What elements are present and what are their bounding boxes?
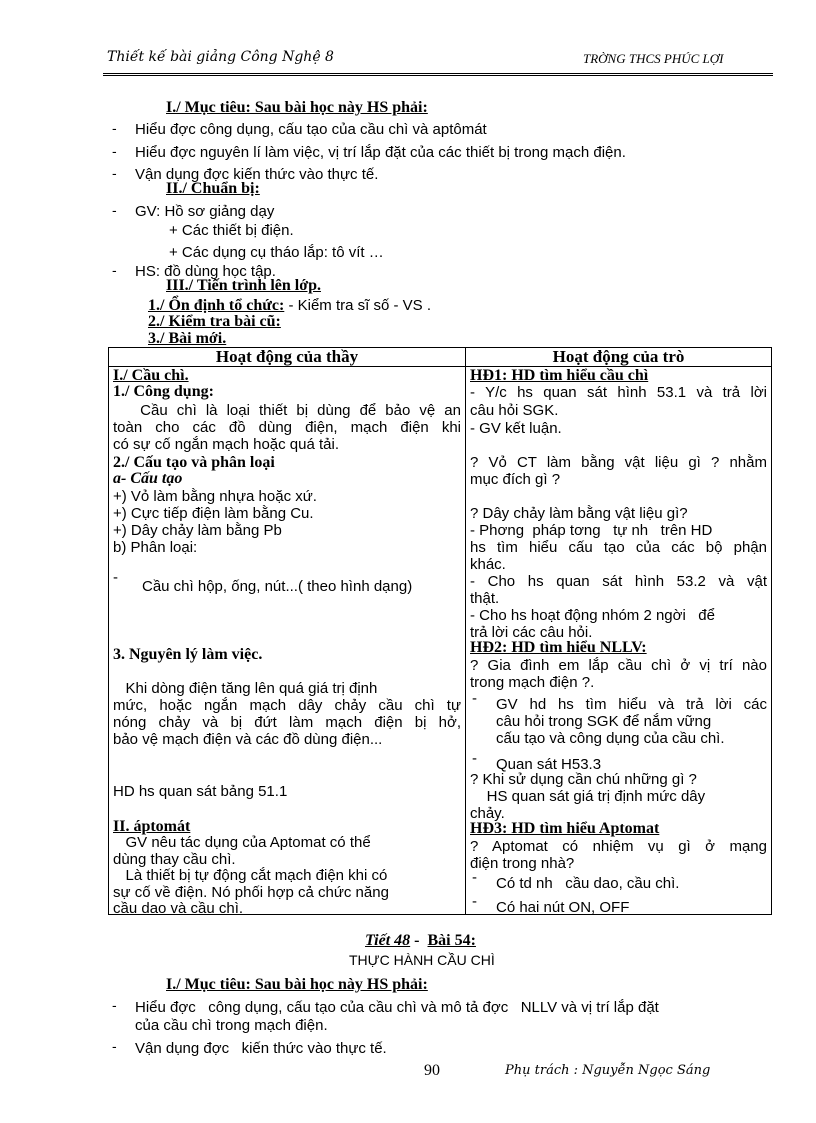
student-column [466,367,772,915]
student-question-1: ? Vỏ CT làm bằng vật liệu gì ? nhằm [470,454,767,471]
section1-title: I./ Mục tiêu: Sau bài học này HS phải: [166,99,428,116]
student-hd1-line-1: - Y/c hs quan sát hình 53.1 và trả lời [470,384,767,401]
lesson-heading [365,932,476,950]
teacher-aptomat-line-4: sự cố về điện. Nó phối hợp cả chức năng [113,884,389,901]
bullet-marker: - [472,869,477,886]
lesson-bullet-1b: của cầu chì trong mạch điện. [135,1017,328,1034]
bullet-marker: - [472,893,477,910]
student-bullet-1b: câu hỏi trong SGK để nắm vững [496,713,712,730]
teacher-aptomat-line-3: Là thiết bị tự động cắt mạch điện khi có [113,867,388,884]
section1-bullet-1: Hiểu đợc công dụng, cấu tạo của cầu chì và aptômát [135,121,487,138]
teacher-structure-item-1: +) Vỏ làm bằng nhựa hoặc xứ. [113,488,317,505]
student-hd2: HĐ2: HD tìm hiểu NLLV: [470,639,647,656]
gv-prep-item-1: + Các thiết bị điện. [169,222,294,239]
teacher-use-line-3: có sự cố ngắn mạch hoặc quá tải. [113,436,340,453]
step1-text: - Kiểm tra sĩ số - VS . [284,297,431,314]
bullet-marker: - [112,1038,117,1054]
student-question-3: ? Gia đình em lắp cầu chì ở vị trí nào [470,657,767,674]
bullet-marker: - [472,750,477,767]
teacher-column [109,367,466,915]
section3-title: III./ Tiến trình lên lớp. [166,277,321,294]
student-hd1-line-3: - GV kết luận. [470,420,562,437]
student-bullet-2: Quan sát H53.3 [496,756,602,773]
student-hd3: HĐ3: HD tìm hiểu Aptomat [470,820,660,837]
bullet-marker: - [112,143,117,159]
student-group-2: trả lời các câu hỏi. [470,624,593,641]
student-bullet-1a: GV hd hs tìm hiểu và trả lời các [496,696,767,713]
student-question-4b: HS quan sát giá trị định mức dây [470,788,706,805]
footer-author: Phụ trách : Nguyễn Ngọc Sáng [505,1063,711,1078]
teacher-use-line-1: Cầu chì là loại thiết bị dùng để bảo vệ an [113,402,461,419]
student-question-4c: chảy. [470,805,505,822]
teacher-heading-principle: 3. Nguyên lý làm việc. [113,646,263,663]
page-number: 90 [424,1062,440,1079]
step1-label: 1./ Ổn định tổ chức: [148,297,285,314]
student-hd1: HĐ1: HD tìm hiểu cầu chì [470,367,649,384]
lesson-number: Bài 54: [427,932,476,949]
student-question-5b: điện trong nhà? [470,855,575,872]
activity-table [108,347,772,915]
student-question-2: ? Dây chảy làm bằng vật liệu gì? [470,505,688,522]
student-bullet-1c: cấu tạo và công dụng của cầu chì. [496,730,725,747]
student-question-1b: mục đích gì ? [470,471,561,488]
bullet-marker: - [113,569,118,586]
header-left-title: Thiết kế bài giảng Công Nghệ 8 [107,49,334,65]
teacher-aptomat-line-5: cầu dao và cầu chì. [113,900,244,917]
teacher-principle-line-4: bảo vệ mạch điện và các đồ dùng điện... [113,731,383,748]
bullet-marker: - [112,997,117,1013]
bullet-marker: - [112,165,117,181]
teacher-heading-structure: 2./ Cấu tạo và phân loại [113,454,275,471]
bullet-marker: - [472,690,477,707]
teacher-classification: b) Phân loại: [113,539,198,556]
teacher-principle-line-2: mức, hoặc ngắn mạch dây chảy cầu chì tự [113,697,461,714]
teacher-use-line-2: toàn cho các đồ dùng điện, mạch điện khi [113,419,461,436]
section2-title: II./ Chuẩn bị: [166,180,260,197]
header-rule [103,73,773,76]
teacher-heading-use: 1./ Công dụng: [113,383,214,400]
student-group-1: - Cho hs hoạt động nhóm 2 ngời để [470,607,715,624]
student-method-1: - Phơng pháp tơng tự nh trên HD [470,522,713,539]
step3-label: 3./ Bài mới. [148,330,227,347]
student-question-5: ? Aptomat có nhiệm vụ gì ở mạng [470,838,767,855]
lesson-bullet-2: Vận dụng đợc kiến thức vào thực tế. [135,1040,387,1057]
section1-bullet-2: Hiểu đợc nguyên lí làm việc, vị trí lắp đặt của các thiết bị trong mạch điện. [135,144,626,161]
teacher-principle-line-3: nóng chảy và bị đứt làm mạch điện bị hở, [113,714,461,731]
hs-prep: HS: đồ dùng học tập. [135,263,276,280]
teacher-column-header: Hoạt động của thầy [109,348,466,367]
student-bullet-3: Có td nh cầu dao, cầu chì. [496,875,680,892]
student-observe-2: thật. [470,590,500,607]
lesson-dash: - [410,932,428,949]
student-question-4: ? Khi sử dụng cần chú những gì ? [470,771,697,788]
teacher-principle-line-1: Khi dòng điện tăng lên quá giá trị định [113,680,378,697]
student-column-header: Hoạt động của trò [466,348,772,367]
section1-bullet-3: Vận dụng đợc kiến thức vào thực tế. [135,166,379,183]
teacher-structure-item-3: +) Dây chảy làm bằng Pb [113,522,282,539]
lesson-period: Tiết 48 [365,932,411,949]
lesson-subtitle: THỰC HÀNH CẦU CHÌ [349,952,495,968]
lesson-bullet-1a: Hiểu đợc công dụng, cấu tạo của cầu chì và mô tả đợc NLLV và vị trí lắp đặt [135,999,659,1016]
gv-prep-item-2: + Các dụng cụ tháo lắp: tô vít … [169,244,384,261]
teacher-classification-item: Cầu chì hộp, ống, nút...( theo hình dạng) [142,578,413,595]
student-observe-1: - Cho hs quan sát hình 53.2 và vật [470,573,767,590]
student-hd1-line-2: câu hỏi SGK. [470,402,559,419]
bullet-marker: - [112,120,117,136]
teacher-aptomat-line-1: GV nêu tác dụng của Aptomat có thể [113,834,371,851]
lesson-objectives-title: I./ Mục tiêu: Sau bài học này HS phải: [166,976,428,993]
teacher-heading-structure-a: a- Cấu tạo [113,470,183,487]
student-bullet-4: Có hai nút ON, OFF [496,899,630,916]
gv-prep: GV: Hồ sơ giảng dạy [135,203,275,220]
teacher-guide-table: HD hs quan sát bảng 51.1 [113,783,288,800]
bullet-marker: - [112,202,117,218]
student-question-3b: trong mạch điện ?. [470,674,595,691]
student-method-3: khác. [470,556,506,573]
bullet-marker: - [112,262,117,278]
teacher-heading-aptomat: II. áptomát [113,818,191,835]
teacher-structure-item-2: +) Cực tiếp điện làm bằng Cu. [113,505,314,522]
teacher-heading-fuse: I./ Cầu chì. [113,367,189,384]
step2-label: 2./ Kiểm tra bài cũ: [148,313,281,330]
student-method-2: hs tìm hiểu cấu tạo của các bộ phận [470,539,767,556]
teacher-aptomat-line-2: dùng thay cầu chì. [113,851,236,868]
header-school: TRỜNG THCS PHÚC LỢI [583,51,724,66]
